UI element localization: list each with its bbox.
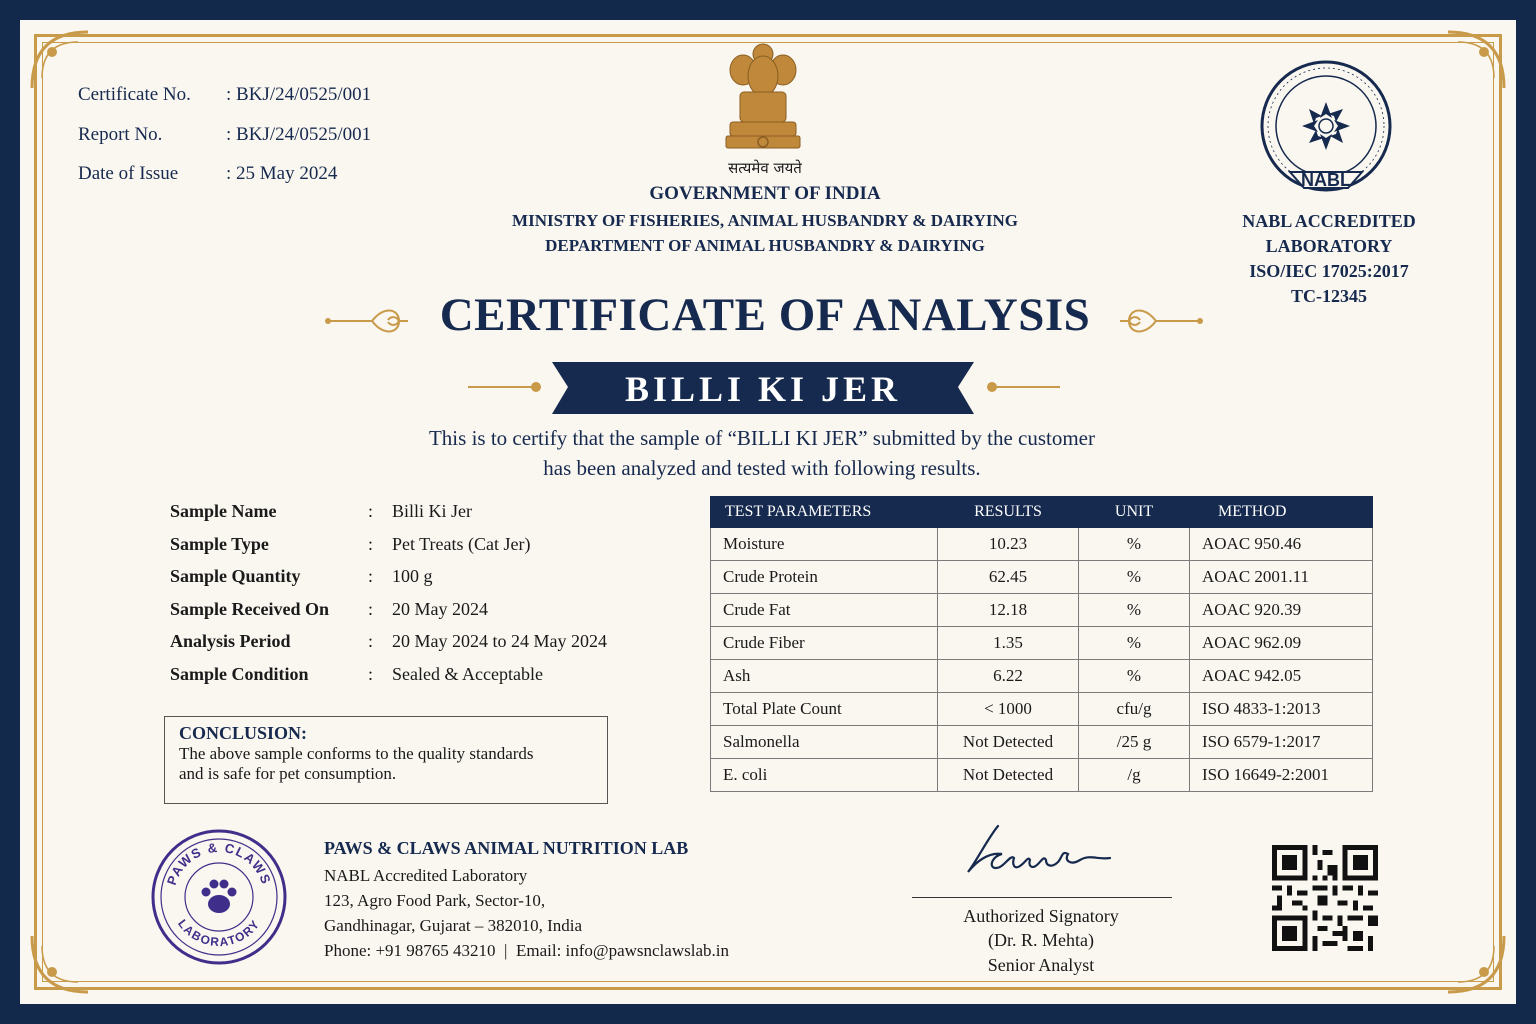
emblem-motto: सत्यमेव जयते xyxy=(728,159,802,177)
nabl-line-2: LABORATORY xyxy=(1265,236,1393,256)
table-header-row xyxy=(711,497,1373,528)
conclusion-line-2: and is safe for pet consumption. xyxy=(179,764,397,783)
conclusion-line-1: The above sample conforms to the quality standards xyxy=(179,744,534,763)
table-row: Ash 6.22 % AOAC 942.05 xyxy=(711,660,1373,693)
nabl-line-1: NABL ACCREDITED xyxy=(1242,211,1416,231)
signatory-title: Authorized Signatory xyxy=(963,906,1119,926)
report-number: Report No. : BKJ/24/0525/001 xyxy=(78,124,372,145)
table-row: Crude Fat 12.18 % AOAC 920.39 xyxy=(711,594,1373,627)
results-table xyxy=(710,496,1373,792)
table-row: Total Plate Count < 1000 cfu/g ISO 4833-1:2013 xyxy=(711,693,1373,726)
column-header: METHOD xyxy=(1190,497,1373,528)
intro-line-2: has been analyzed and tested with following results. xyxy=(543,456,981,480)
lab-address-1: 123, Agro Food Park, Sector-10, xyxy=(324,891,546,910)
nabl-seal-icon xyxy=(1256,56,1396,206)
corner-ornament-icon xyxy=(28,926,98,996)
state-emblem-icon xyxy=(718,40,808,152)
certificate-page: Certificate No. : BKJ/24/0525/001 Report No. : BKJ/24/0525/001 Date of Issue : 25 May 2024 सत्यमेव जयते GOVERNMENT OF INDIA MINISTRY OF FISHERIES, ANIMAL HUSBANDRY & DAIRYING DEPARTMENT OF ANIMAL HUSBANDRY & DAIRYING NABL NABL ACCREDITED LABORATORY ISO/IEC 17025:2017 TC-12345 CERTIFICATE OF ANALYSIS BILLI KI JER This is to certify that the sample of “BILLI KI JER” submitted by the customer has been analyzed and tested with following results. Sample Name : Billi Ki Jer Sample Type : Pet Treats (Cat Jer) Sample Quantity : 100 g Sample Received On : 20 May 2024 Analysis Period : 20 May 2024 to 24 May 2024 Sample Condition : Sealed & Acceptable CONCLUSION: The above sample conforms to the quality standards and is safe for pet consumption. TEST PARAMETERS RESULTS UNIT METHOD Moisture 10.23 % AOAC 950.46 Crude Protein 62.45 % AOAC 2001.11 Crude Fat 12.18 % AOAC 920.39 Crude Fiber 1.35 % AOAC 962.09 Ash 6.22 % AOAC 942.05 Total Plate Count < 1000 cfu/g ISO 4833-1:2013 Salmonella Not Detected /25 g ISO 6579-1:2017 E. coli Not Detected /g ISO 16649-2:2001 PAWS & CLAWS LABORATORY PAWS & CLAWS ANIMAL NUTRITION LAB NABL Accredited Laboratory 123, Agro Food Park, Sector-10, Gandhinagar, Gujarat – 382010, India Phone: +91 98765 43210 | Email: info@pawsnclawslab.in Authorized Signatory (Dr. R. Mehta) Senior Analyst xyxy=(0,0,1536,1024)
table-row: Crude Fiber 1.35 % AOAC 962.09 xyxy=(711,627,1373,660)
stamp-bottom-text: LABORATORY xyxy=(175,916,263,950)
table-row: Crude Protein 62.45 % AOAC 2001.11 xyxy=(711,561,1373,594)
intro-line-1: This is to certify that the sample of “BILLI KI JER” submitted by the customer xyxy=(428,426,1095,450)
signature-line xyxy=(912,897,1172,898)
date-of-issue: Date of Issue : 25 May 2024 xyxy=(78,163,338,184)
lab-accreditation: NABL Accredited Laboratory xyxy=(324,866,528,885)
corner-ornament-icon xyxy=(1438,28,1508,98)
right-flourish-icon xyxy=(1116,306,1206,336)
lab-name: PAWS & CLAWS ANIMAL NUTRITION LAB xyxy=(324,838,689,858)
lab-contact: Phone: +91 98765 43210 | Email: info@pawsnclawslab.in xyxy=(324,941,729,960)
column-header: TEST PARAMETERS xyxy=(711,497,938,528)
lab-stamp-icon xyxy=(148,826,290,968)
lab-address-2: Gandhinagar, Gujarat – 382010, India xyxy=(324,916,583,935)
nabl-line-3: ISO/IEC 17025:2017 xyxy=(1249,261,1409,281)
nabl-line-4: TC-12345 xyxy=(1291,286,1367,306)
signatory-role: Senior Analyst xyxy=(987,955,1095,975)
certificate-number: Certificate No. : BKJ/24/0525/001 xyxy=(78,84,372,105)
table-row: E. coli Not Detected /g ISO 16649-2:2001 xyxy=(711,759,1373,792)
department-title: DEPARTMENT OF ANIMAL HUSBANDRY & DAIRYING xyxy=(545,236,985,255)
nabl-seal-text: NABL xyxy=(1301,170,1351,190)
left-flourish-icon xyxy=(322,306,412,336)
product-banner-text: BILLI KI JER xyxy=(624,369,902,409)
column-header: UNIT xyxy=(1079,497,1190,528)
table-row: Salmonella Not Detected /25 g ISO 6579-1:2017 xyxy=(711,726,1373,759)
conclusion-box xyxy=(164,716,608,804)
qr-code-icon xyxy=(1272,845,1378,951)
stamp-top-text: PAWS & CLAWS xyxy=(163,839,275,887)
certificate-title: CERTIFICATE OF ANALYSIS xyxy=(439,289,1091,341)
signatory-name: (Dr. R. Mehta) xyxy=(988,930,1094,950)
government-title: GOVERNMENT OF INDIA xyxy=(649,183,881,204)
ministry-title: MINISTRY OF FISHERIES, ANIMAL HUSBANDRY & DAIRYING xyxy=(512,211,1018,230)
table-row: Moisture 10.23 % AOAC 950.46 xyxy=(711,528,1373,561)
corner-ornament-icon xyxy=(1438,926,1508,996)
svg-text:LABORATORY xyxy=(175,917,263,950)
signature-icon xyxy=(958,818,1118,882)
conclusion-heading: CONCLUSION: xyxy=(179,723,308,743)
column-header: RESULTS xyxy=(938,497,1079,528)
